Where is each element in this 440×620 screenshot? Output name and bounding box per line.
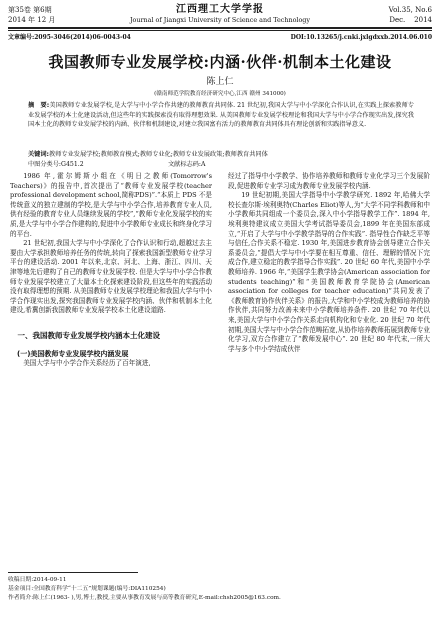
author-bio: 作者简介:陈上仁(1963- ),男,博士,教授,主要从事教育发展与高等教育研究,E-mail:chsh2005@163.com.: [8, 595, 281, 601]
right-column: [228, 172, 430, 567]
doi: DOI:10.13265/j.cnki.jxlgdxxb.2014.06.010: [290, 34, 432, 41]
header-rule-thin: [8, 30, 432, 31]
abstract-label: 摘 要:: [28, 102, 50, 109]
keywords-label: 关键词:: [28, 151, 50, 158]
abstract: [28, 101, 414, 149]
volume-issue: 第35卷 第6期: [8, 6, 52, 14]
volume-issue-en: Vol.35, No.6: [388, 6, 432, 14]
keywords: [28, 150, 414, 159]
issue-date-en: Dec. 2014: [389, 16, 432, 24]
paragraph: 经过了指导中小学教学、协作培养教师和教师专业化学习三个发展阶段,促进教师专业学习成为教师专业发展学校内涵.: [228, 172, 430, 190]
journal-title-cn: 江西理工大学学报: [176, 4, 264, 15]
abstract-text: 美国教师专业发展学校,是大学与中小学合作共建的教师教育共同体. 21 世纪初,我国大学与中小学深化合作认识,在实践上探索教师专业发展学校的本土化建设活动,但这些年的实践探索没有取得理想效果. 从美国教师专业发展学校理论和我国大学与中小学合作现实出发,探究我国本土化的教师专业发展学校的内涵、伙伴和机制建设,对建立我国富有活力的教师教育共同体具有理论创新和实践指导意义.: [28, 102, 414, 128]
keywords-text: 教师专业发展学校;教师教育模式;教师专业化;教师专业发展政策;教师教育共同体: [49, 151, 268, 158]
header-rule: [8, 27, 432, 29]
left-column: [10, 172, 212, 567]
clc-number: 中图分类号:G451.2: [28, 161, 84, 168]
journal-title-en: Journal of Jiangxi University of Science and Technology: [129, 16, 311, 24]
document-code: 文献标志码:A: [168, 161, 206, 168]
received-date: 收稿日期:2014-09-11: [8, 577, 67, 583]
fund-project: 基金项目:全国教育科学“十二五”规划课题(编号:DIA110254): [8, 586, 166, 592]
issue-date: 2014 年 12 月: [8, 16, 56, 24]
author-name: 陈上仁: [206, 77, 234, 87]
footnotes: [8, 576, 432, 603]
paragraph: 19 世纪初期,美国大学指导中小学教学研究. 1892 年,哈佛大学校长查尔斯·埃利奥特(Charles Eliot)等人,为“大学不同学科教师和中小学教师共同组成一个委员会,深入中小学指导教学工作”. 1894 年,埃利奥特建议成立美国大学考试指导委员会,1899 年在美国东部成立,“开启了大学与中小学教学指导的合作实践”. 指导性合作缺乏平等与信任,合作关系不稳定. 1930 年,美国进步教育协会创导建立合作关系委员会,“提倡大学与中小学要在相互尊重、信任、理解的情况下完成合作,建立稳定的教学指导合作实践”. 20 世纪 60 年代,美国中小学教师培养. 1966 年,“美国学生教学协会(American association for students teaching)”和“美国教师教育学院协会(American association for colleges for teacher education)”共同发表了《教师教育协作伙伴关系》的报告,大学和中小学校成为教师培养的协作伙伴,共同努力改善未来中小学教师培养条件. 20 世纪 70 年代以来,美国大学与中小学合作关系走向机构化和专业化. 20 世纪 70 年代初期,美国大学与中小学合作范畴拓宽,从协作培养教师拓展到教师专业化学习,双方合作建立了“教师发展中心”. 20 世纪 80 年代末,一所大学与多个中小学结成伙伴: [228, 191, 430, 353]
subsection-heading: (一)美国教师专业发展学校内涵发展: [17, 349, 129, 358]
paragraph: 21 世纪初,我国大学与中小学深化了合作认识和行动,超越过去主要由大学承担教师培养任务的传统,转向了探索我国新型教师专业学习平台的建设活动. 2001 年以来,北京、河北、上海、浙江、四川、天津等地先后建构了自己的教师专业发展学校. 但是大学与中小学合作教师专业发展学校建立了大量本土化探索建设阶段,但这些年的实践活动没有取得理想的预期. 从美国教师专业发展学校理论和我国大学与中小学合作现实出发,探究我国教师专业发展学校内涵、伙伴和机制本土化建设,希冀创新我国教师专业发展学校本土化建设道路.: [10, 239, 212, 315]
paragraph: 1986 年,霍尔姆斯小组在《明日之教师(Tomorrow's Teachers)》的报告中,首次提出了“教师专业发展学校(teacher professional development school,简称PDS)”.“本质上 PDS 不是传统意义的独立建制的学校,是大学与中小学合作,培养教育专业人员,供有经验的教育专业人员继续发展的学校”,“教师专业化发展学校的实质,是大学与中小学合作建构的,促进中小学教师专业成长和终身化学习的平台.: [10, 172, 212, 238]
article-number: 文章编号:2095-3046(2014)06-0043-04: [8, 34, 131, 41]
paragraph: 美国大学与中小学合作关系经历了百年演进,: [23, 358, 151, 367]
footnote-rule: [8, 572, 138, 573]
section-heading: 一、我国教师专业发展学校内涵本土化建设: [17, 330, 160, 340]
author-affiliation: (赣南师范学院教育经济研究中心,江西 赣州 341000): [154, 91, 286, 97]
article-title: 我国教师专业发展学校:内涵·伙伴·机制本土化建设: [48, 53, 392, 71]
